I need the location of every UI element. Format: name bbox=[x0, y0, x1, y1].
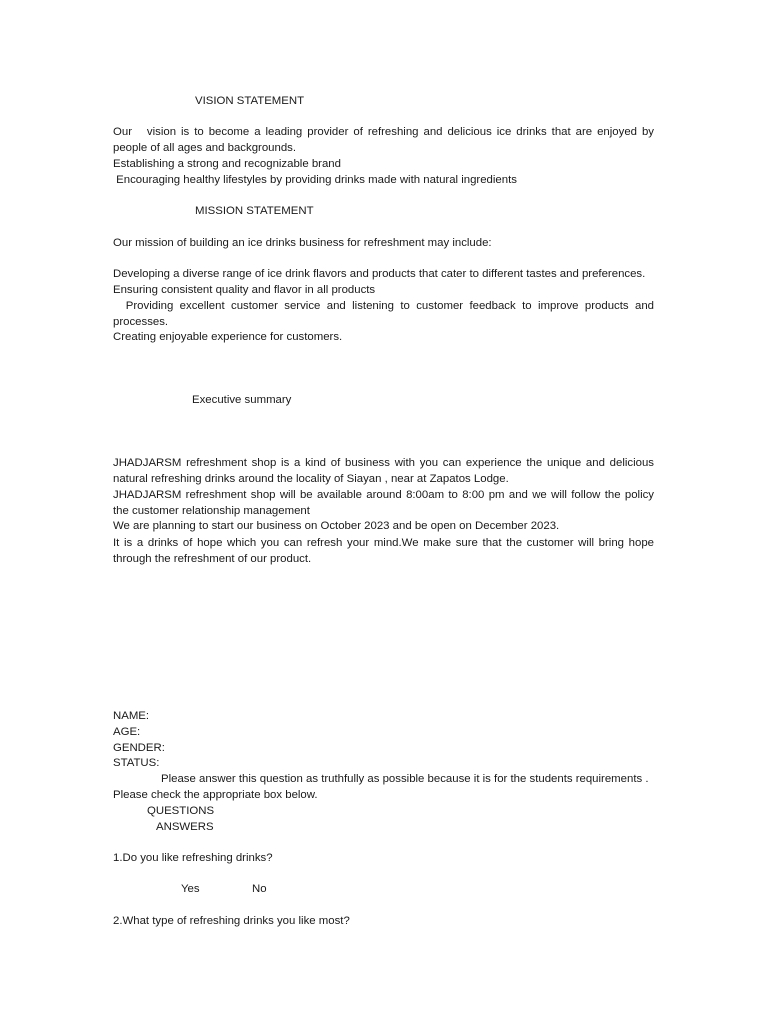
summary-line-2: natural refreshing drinks around the locality of Siayan , near at Zapatos Lodge. bbox=[113, 473, 509, 485]
vision-line-1: Our vision is to become a leading provider of refreshing and delicious ice drinks that are enjoyed by bbox=[113, 126, 654, 138]
summary-line-1: JHADJARSM refreshment shop is a kind of business with you can experience the unique and delicious bbox=[113, 457, 654, 469]
answers-label: ANSWERS bbox=[156, 821, 214, 833]
question-1: 1.Do you like refreshing drinks? bbox=[113, 852, 273, 864]
survey-instruction-1: Please answer this question as truthfully as possible because it is for the students requirements . bbox=[161, 773, 649, 785]
questions-label: QUESTIONS bbox=[147, 805, 215, 817]
summary-line-7: through the refreshment of our product. bbox=[113, 553, 312, 565]
vision-line-3: Establishing a strong and recognizable brand bbox=[113, 158, 341, 170]
mission-line-2: Ensuring consistent quality and flavor in all products bbox=[113, 284, 376, 296]
question-1-no-option: No bbox=[252, 883, 267, 895]
summary-line-4: the customer relationship management bbox=[113, 505, 310, 517]
summary-heading: Executive summary bbox=[192, 394, 292, 406]
survey-instruction-2: Please check the appropriate box below. bbox=[113, 789, 318, 801]
vision-heading: VISION STATEMENT bbox=[195, 95, 305, 107]
mission-line-4: processes. bbox=[113, 316, 169, 328]
field-gender-label: GENDER: bbox=[113, 742, 165, 754]
question-2: 2.What type of refreshing drinks you like most? bbox=[113, 915, 350, 927]
mission-intro: Our mission of building an ice drinks business for refreshment may include: bbox=[113, 237, 492, 249]
mission-line-5: Creating enjoyable experience for customers. bbox=[113, 331, 343, 343]
vision-line-2: people of all ages and backgrounds. bbox=[113, 142, 297, 154]
summary-line-3: JHADJARSM refreshment shop will be available around 8:00am to 8:00 pm and we will follow the policy bbox=[113, 489, 654, 501]
field-name-label: NAME: bbox=[113, 710, 150, 722]
mission-line-3: Providing excellent customer service and listening to customer feedback to improve products and bbox=[113, 300, 654, 312]
mission-heading: MISSION STATEMENT bbox=[195, 205, 314, 217]
summary-line-5: We are planning to start our business on October 2023 and be open on December 2023. bbox=[113, 520, 560, 532]
summary-line-6: It is a drinks of hope which you can refresh your mind.We make sure that the customer will bring hope bbox=[113, 537, 654, 549]
field-age-label: AGE: bbox=[113, 726, 141, 738]
question-1-yes-option: Yes bbox=[181, 883, 200, 895]
vision-line-4: Encouraging healthy lifestyles by providing drinks made with natural ingredients bbox=[113, 174, 517, 186]
mission-line-1: Developing a diverse range of ice drink flavors and products that cater to different tastes and preferences. bbox=[113, 268, 646, 280]
field-status-label: STATUS: bbox=[113, 757, 160, 769]
